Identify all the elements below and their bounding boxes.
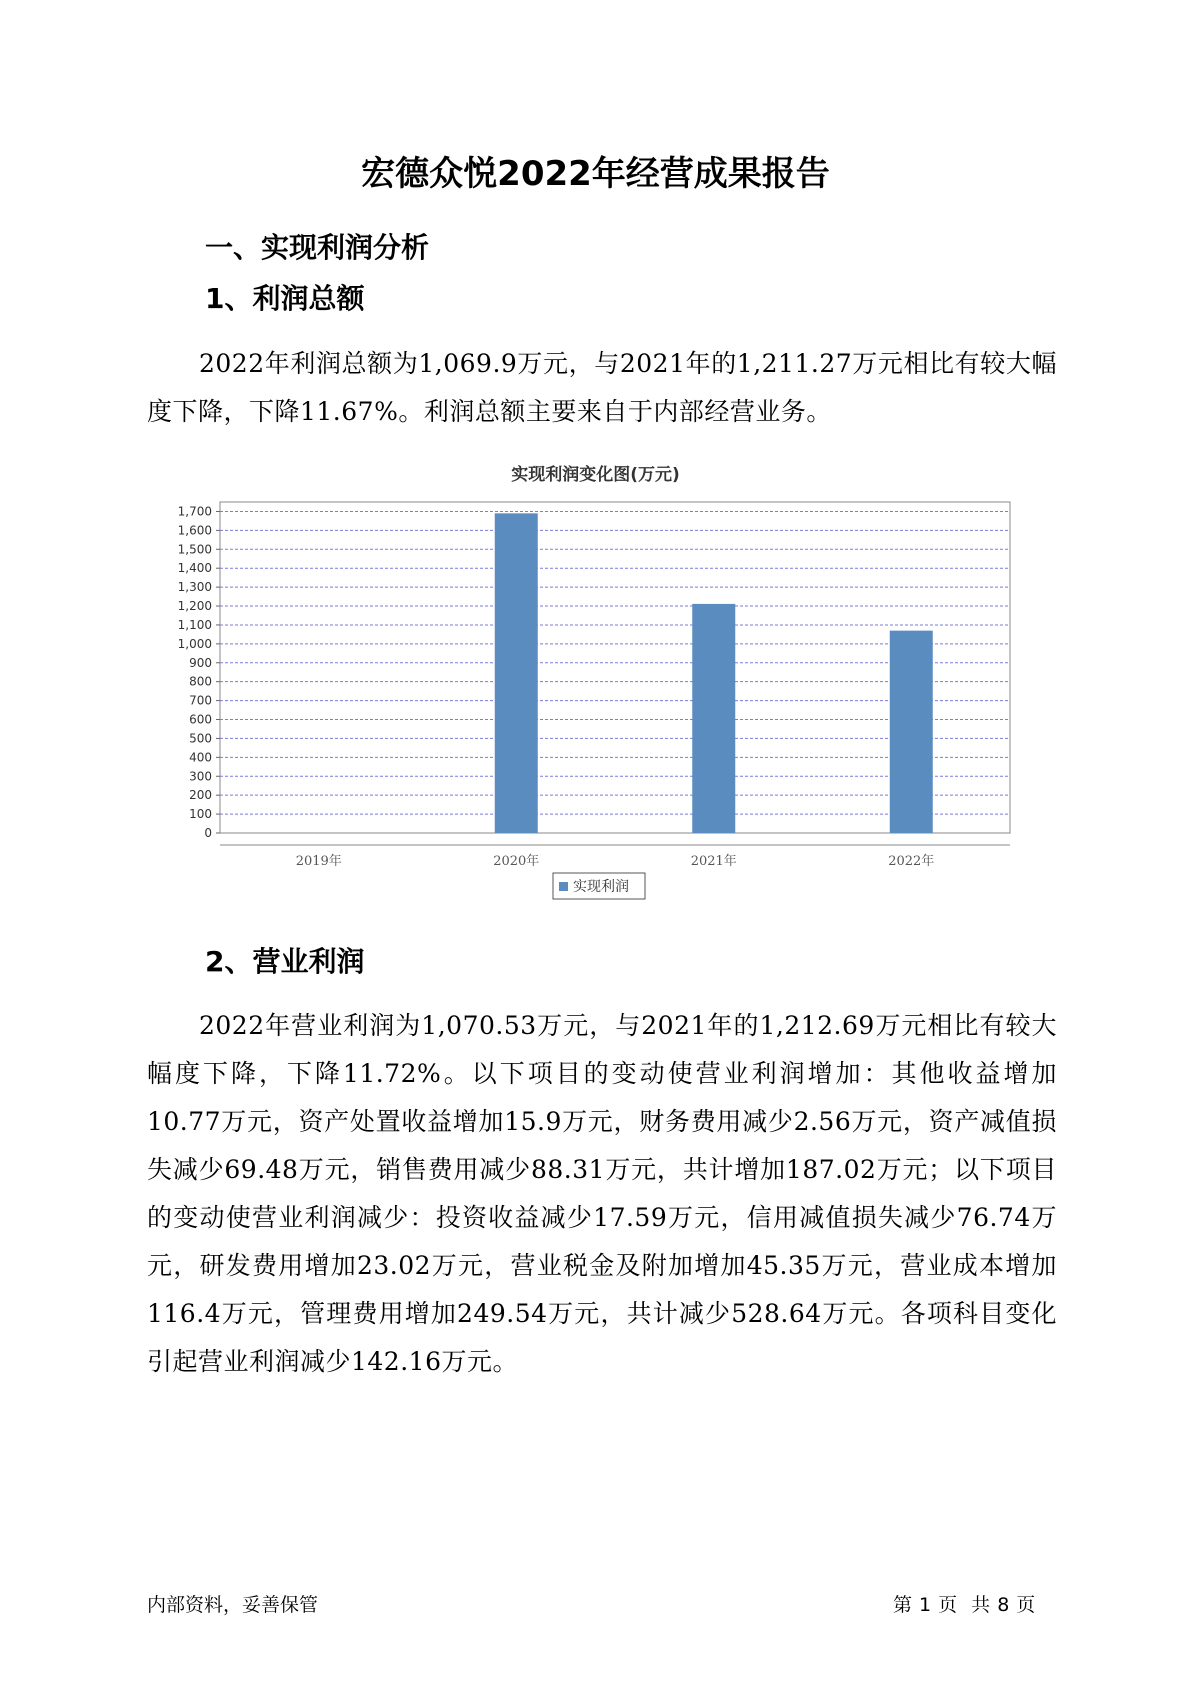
section-heading: 一、实现利润分析 — [205, 231, 430, 264]
paragraph-profit-total: 2022年利润总额为1,069.9万元，与2021年的1,211.27万元相比有较大幅度下降，下降11.67%。利润总额主要来自于内部经营业务。 — [147, 349, 1057, 426]
bar — [692, 604, 735, 833]
legend-label: 实现利润 — [573, 879, 629, 895]
page-title: 宏德众悦2022年经营成果报告 — [361, 154, 830, 194]
subsection-heading-operating-profit: 2、营业利润 — [205, 945, 365, 978]
x-tick-label: 2020年 — [493, 854, 540, 869]
y-tick-label: 1,000 — [177, 636, 212, 651]
total-label-post: 页 — [1016, 1594, 1037, 1616]
y-tick-label: 1,400 — [177, 561, 212, 576]
x-tick-label: 2022年 — [888, 854, 935, 869]
bar — [890, 631, 933, 833]
y-tick-label: 0 — [204, 826, 212, 840]
y-tick-label: 1,600 — [177, 523, 212, 538]
y-tick-label: 700 — [189, 693, 212, 708]
y-tick-label: 1,100 — [177, 617, 212, 632]
y-tick-label: 1,300 — [177, 580, 212, 595]
footer-page-number — [893, 1590, 1042, 1617]
legend-swatch — [559, 882, 568, 891]
page-num: 1 — [919, 1594, 933, 1616]
y-tick-label: 300 — [189, 769, 212, 784]
paragraph-operating-profit: 2022年营业利润为1,070.53万元，与2021年的1,212.69万元相比有较大幅度下降，下降11.72%。以下项目的变动使营业利润增加：其他收益增加10.77万元，资产处置收益增加15.9万元，财务费用减少2.56万元，资产减值损失减少69.48万元，销售费用减少88.31万元，共计增加187.02万元；以下项目的变动使营业利润减少：投资收益减少17.59万元，信用减值损失减少76.74万元，研发费用增加23.02万元，营业税金及附加增加45.35万元，营业成本增加116.4万元，管理费用增加249.54万元，共计减少528.64万元。各项科目变化引起营业利润减少142.16万元。 — [147, 1011, 1057, 1376]
y-tick-label: 200 — [189, 788, 212, 803]
x-tick-label: 2021年 — [690, 854, 737, 869]
y-tick-label: 1,500 — [177, 542, 212, 557]
total-num: 8 — [997, 1594, 1011, 1616]
bar — [495, 513, 538, 833]
page-label-pre: 第 — [893, 1594, 914, 1616]
y-tick-label: 400 — [189, 750, 212, 765]
y-tick-label: 100 — [189, 807, 212, 822]
chart-title: 实现利润变化图(万元) — [511, 465, 680, 485]
y-tick-label: 600 — [189, 712, 212, 727]
y-tick-label: 800 — [189, 674, 212, 689]
y-tick-label: 900 — [189, 655, 212, 670]
page-label-mid: 页 — [938, 1594, 959, 1616]
footer-confidential: 内部资料，妥善保管 — [147, 1594, 319, 1616]
y-tick-label: 1,700 — [177, 504, 212, 519]
subsection-heading-profit-total: 1、利润总额 — [205, 282, 365, 315]
x-tick-label: 2019年 — [295, 854, 342, 869]
y-tick-label: 500 — [189, 731, 212, 746]
total-label-pre: 共 — [971, 1594, 992, 1616]
y-tick-label: 1,200 — [177, 599, 212, 614]
profit-bar-chart — [150, 490, 1030, 910]
